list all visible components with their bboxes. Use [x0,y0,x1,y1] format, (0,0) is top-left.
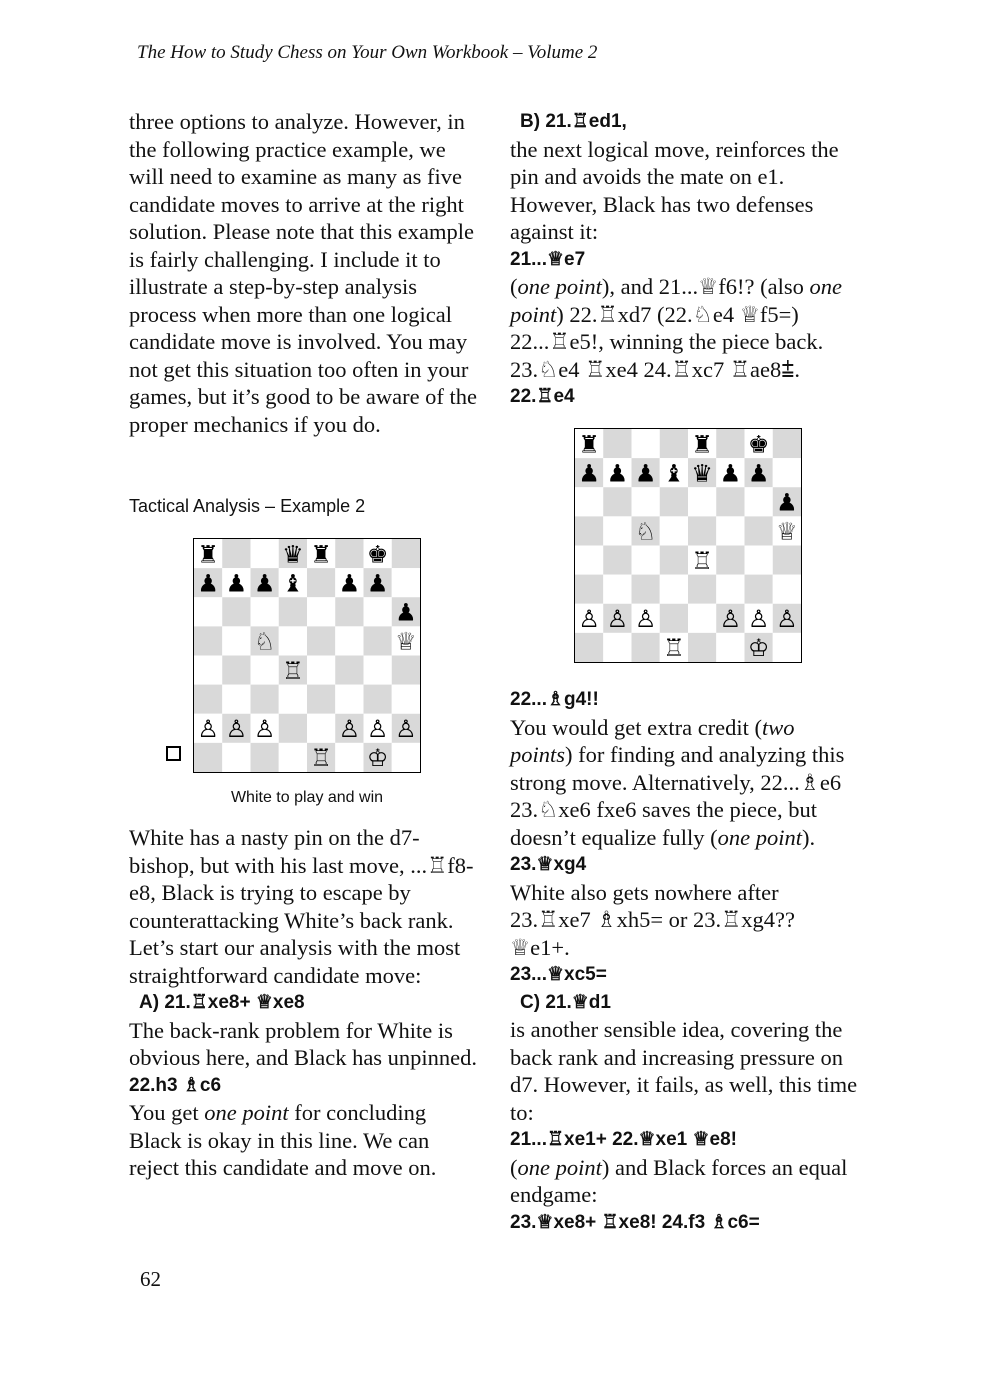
move-23-qxc5: 23...♕xc5= [510,964,607,985]
square-d5 [279,626,307,655]
piece-e4: ♖ [691,546,713,575]
square-b8 [222,539,250,568]
piece-a2: ♙ [197,715,219,744]
square-b5 [603,516,631,545]
square-c6 [251,597,279,626]
square-a4 [575,546,603,575]
diagram-caption: White to play and win [230,789,384,806]
square-f4 [716,546,744,575]
move-23-qxe8: 23.♕xe8+ ♖xe8! 24.f3 ♗c6= [510,1211,760,1233]
move-22-re4: 22.♖e4 [510,386,575,407]
square-d5 [660,516,688,545]
square-b1 [603,633,631,662]
piece-h6: ♟ [395,598,417,627]
square-b4 [222,656,250,685]
piece-c5: ♘ [253,627,276,656]
square-h4 [392,656,420,685]
square-f6 [335,597,363,626]
square-d2 [279,714,307,743]
square-a5 [575,516,603,545]
piece-c2: ♙ [253,715,276,744]
page-number: 62 [140,1267,161,1291]
chess-board-line-b [574,428,802,663]
piece-a7: ♟ [578,459,600,488]
square-d3 [660,575,688,604]
square-b1 [222,743,250,772]
board-svg [574,428,802,663]
square-b3 [222,685,250,714]
square-a5 [194,626,222,655]
square-a6 [194,597,222,626]
piece-g8: ♚ [747,430,770,459]
square-c6 [632,487,660,516]
piece-d8: ♛ [282,540,304,569]
square-b4 [603,546,631,575]
square-e5 [307,626,335,655]
square-c4 [251,656,279,685]
square-c8 [251,539,279,568]
square-d4 [660,546,688,575]
square-e2 [688,604,716,633]
line-b-variation-paragraph: (one point), and 21...♕f6!? (also one point) 22.♖xd7 (22.♘e4 ♕f5=) 22...♖e5!, winning the piece back. 23.♘e4 ♖xe4 24.♖xc7 ♖ae8⩲. [510,274,842,382]
square-b8 [603,429,631,458]
piece-b7: ♟ [606,459,629,488]
square-b3 [603,575,631,604]
piece-b2: ♙ [606,605,629,634]
piece-h5: ♕ [395,627,417,656]
piece-h2: ♙ [395,715,417,744]
square-b5 [222,626,250,655]
left-column [129,108,479,438]
back-rank-paragraph: The back-rank problem for White is obvious here, and Black has unpinned. [129,1017,478,1070]
square-g4 [364,656,392,685]
square-e6 [307,597,335,626]
white-to-move-indicator [166,746,181,761]
square-a4 [194,656,222,685]
square-b6 [603,487,631,516]
square-e2 [307,714,335,743]
square-f6 [716,487,744,516]
move-22-h3: 22.h3 ♗c6 [129,1074,222,1096]
line-b-paragraph: the next logical move, reinforces the pin and avoids the mate on e1. However, Black has two defenses against it: [510,136,839,244]
move-22-bg4: 22...♗g4!! [510,689,599,710]
square-e6 [688,487,716,516]
square-d3 [279,685,307,714]
square-h7 [773,458,801,487]
intro-paragraph: three options to analyze. However, in the following practice example, we will need to examine as many as five candidate moves to arrive at the right solution. Please note that this example is fairly challenging. I include it to illustrate a step-by-step analysis process when more than one logical candidate move is involved. You may not get this situation too often in your games, but it’s good to be aware of the proper mechanics if you do. [129,109,478,437]
piece-e1: ♖ [310,744,332,773]
diagram-title: Tactical Analysis – Example 2 [129,496,366,516]
move-21-rxe1: 21...♖xe1+ 22.♕xe1 ♕e8! [510,1129,737,1150]
square-e3 [688,575,716,604]
square-g6 [364,597,392,626]
nowhere-paragraph: White also gets nowhere after 23.♖xe7 ♗xh5= or 23.♖xg4?? ♕e1+. [510,879,796,960]
square-d6 [660,487,688,516]
square-g3 [364,685,392,714]
piece-d4: ♖ [282,656,304,685]
right-column-bottom [510,686,860,1236]
piece-f7: ♟ [338,569,361,598]
piece-c7: ♟ [253,569,276,598]
one-point-paragraph: You get one point for concluding Black is okay in this line. We can reject this candidate and move on. [129,1100,437,1180]
move-21-qe7: 21...♕e7 [510,248,586,270]
square-d2 [660,604,688,633]
square-h8 [392,539,420,568]
square-h8 [773,429,801,458]
piece-g2: ♙ [747,605,770,634]
square-f8 [335,539,363,568]
board-svg [193,538,421,773]
piece-e8: ♜ [691,430,713,459]
piece-f7: ♟ [719,459,742,488]
piece-g2: ♙ [366,715,389,744]
square-h3 [392,685,420,714]
square-h7 [392,568,420,597]
square-g4 [745,546,773,575]
piece-h5: ♕ [776,517,798,546]
piece-f2: ♙ [719,605,742,634]
square-g5 [364,626,392,655]
piece-c7: ♟ [634,459,657,488]
piece-h6: ♟ [776,488,798,517]
piece-g7: ♟ [366,569,389,598]
square-e1 [688,633,716,662]
square-c1 [251,743,279,772]
square-g5 [745,516,773,545]
square-f4 [335,656,363,685]
square-f3 [716,575,744,604]
square-f5 [716,516,744,545]
piece-a7: ♟ [197,569,219,598]
piece-a8: ♜ [578,430,600,459]
piece-d7: ♝ [282,569,304,598]
square-a6 [575,487,603,516]
piece-f2: ♙ [338,715,361,744]
square-c1 [632,633,660,662]
move-line-c: C) 21.♕d1 [520,991,611,1013]
square-c8 [632,429,660,458]
piece-g1: ♔ [366,744,389,773]
piece-e7: ♛ [691,459,713,488]
square-e4 [307,656,335,685]
square-c4 [632,546,660,575]
square-f3 [335,685,363,714]
square-f5 [335,626,363,655]
square-h1 [392,743,420,772]
piece-d7: ♝ [663,459,685,488]
piece-d1: ♖ [663,634,685,663]
square-f1 [335,743,363,772]
square-h3 [773,575,801,604]
square-d1 [279,743,307,772]
square-a3 [575,575,603,604]
right-column-top [510,108,860,411]
piece-g1: ♔ [747,634,770,663]
piece-c2: ♙ [634,605,657,634]
move-line-b: B) 21.♖ed1, [520,111,627,132]
square-e5 [688,516,716,545]
square-f8 [716,429,744,458]
piece-c5: ♘ [634,517,657,546]
piece-g8: ♚ [366,540,389,569]
piece-a8: ♜ [197,540,219,569]
square-h4 [773,546,801,575]
square-a3 [194,685,222,714]
piece-b2: ♙ [225,715,248,744]
piece-g7: ♟ [747,459,770,488]
piece-b7: ♟ [225,569,248,598]
square-c3 [632,575,660,604]
left-column-analysis [129,824,479,1182]
piece-a2: ♙ [578,605,600,634]
square-g6 [745,487,773,516]
square-e7 [307,568,335,597]
piece-h2: ♙ [776,605,798,634]
square-b6 [222,597,250,626]
piece-e8: ♜ [310,540,332,569]
square-e3 [307,685,335,714]
chess-board-example-2 [193,538,421,773]
square-h1 [773,633,801,662]
running-title: The How to Study Chess on Your Own Workbook – Volume 2 [137,42,598,63]
square-g3 [745,575,773,604]
move-23-qxg4: 23.♕xg4 [510,854,587,875]
endgame-paragraph: (one point) and Black forces an equal endgame: [510,1154,848,1207]
pin-paragraph: White has a nasty pin on the d7-bishop, but with his last move, ...♖f8-e8, Black is trying to escape by counterattacking White’s back rank. Let’s start our analysis with the most straightforward candidate move: [129,825,474,988]
square-a1 [575,633,603,662]
move-line-a: A) 21.♖xe8+ ♕xe8 [139,992,305,1013]
extra-credit-paragraph: You would get extra credit (two points) for finding and analyzing this strong move. Alternatively, 22...♗e6 23.♘xe6 fxe6 saves the piece, but doesn’t equalize fully (one point). [510,714,845,850]
square-d8 [660,429,688,458]
square-a1 [194,743,222,772]
square-f1 [716,633,744,662]
square-c3 [251,685,279,714]
line-c-paragraph: is another sensible idea, covering the back rank and increasing pressure on d7. However, it fails, as well, this time to: [510,1017,858,1125]
square-d6 [279,597,307,626]
